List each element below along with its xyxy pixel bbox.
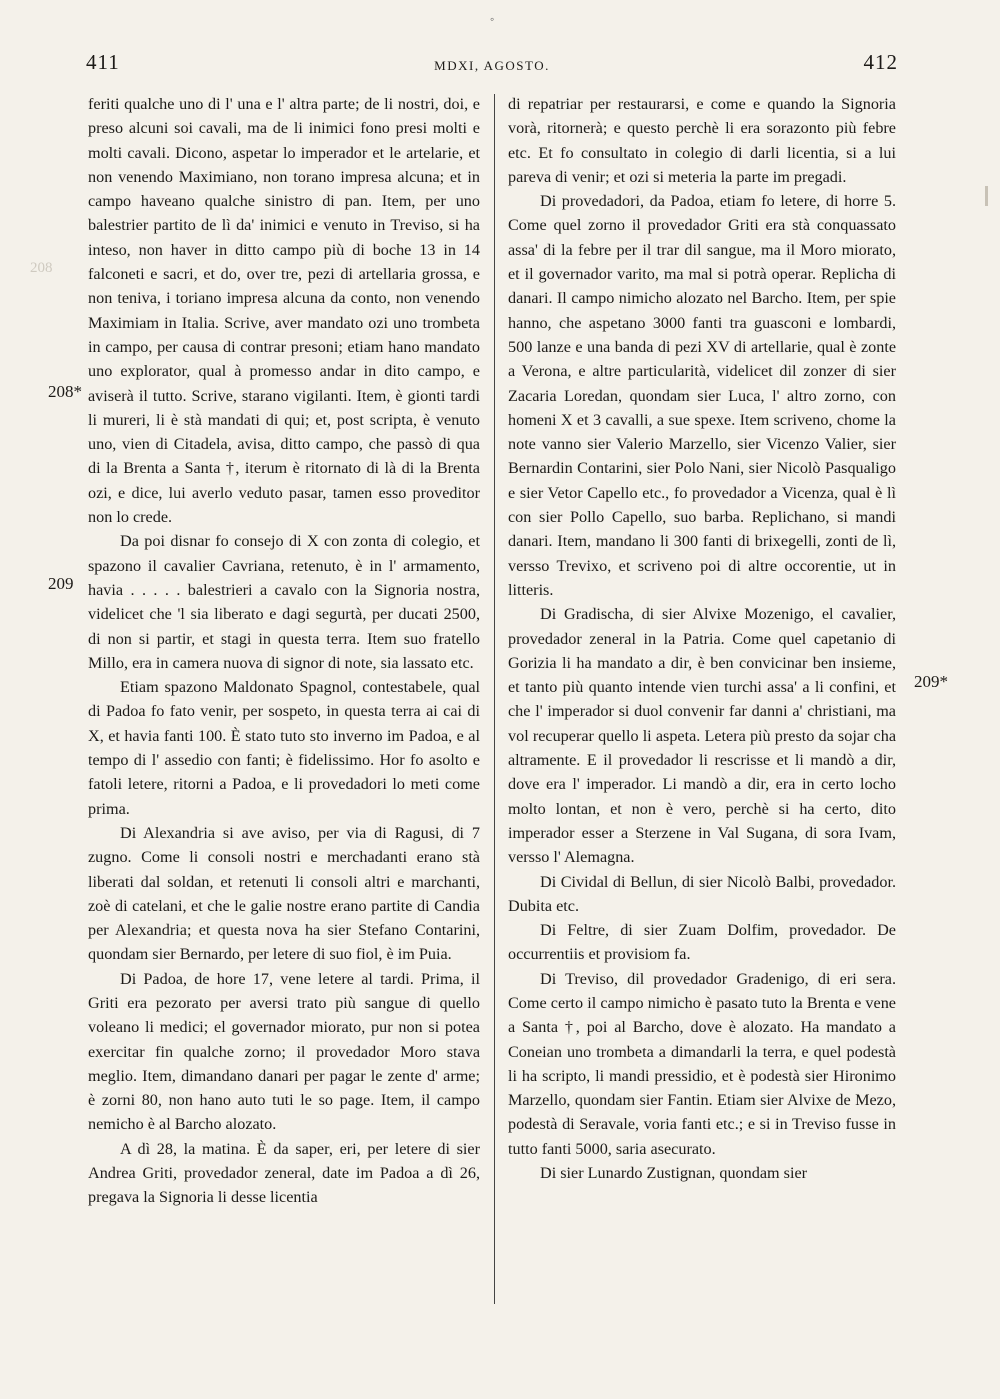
paragraph: di repatriar per restaurarsi, e come e quando la Signoria vorà, ritornerà; e questo perchè li era sorazonto più febre etc. Et fo consultato in colegio di darli licentia, si a lui pareva di venir; et ozi si meteria la parte im pregadi. bbox=[508, 95, 896, 186]
bleed-through-mark: 208 bbox=[30, 260, 53, 276]
paragraph: Di Cividal di Bellun, di sier Nicolò Balbi, provedador. Dubita etc. bbox=[508, 872, 896, 915]
paragraph: Di Gradischa, di sier Alvixe Mozenigo, el cavalier, provedador zeneral in la Patria. Come quel capetanio di Gorizia li ha mandato a dir, è ben convicinar ben insieme, et tanto più quanto intende vien turchi assa' a li confini, et che l' imperador si duol convenir far danni a' christiani, ma vol recuperar quello li aspeta. Letera più presto da sojar cha altramente. E il provedador li rescrisse et li mandò a dir, dove era l' imperador. Li mandò a dir, era in certo locho molto lontan, et non è vero, perchè si ha certo, dito imperador esser a Sterzene in Val Sugana, di sora Ivam, versso l' Alemagna. bbox=[508, 605, 896, 867]
margin-note-left-b: 209 bbox=[48, 574, 74, 593]
paragraph: Di Treviso, dil provedador Gradenigo, di eri sera. Come certo il campo nimicho è pasato tuto la Brenta e vene a Santa †, poi al Barcho, dove è alozato. Ha mandato a Coneian uno trombeta a dimandarli la terra, e quel podestà li ha scripto, li mandi pressidio, et è podestà sier Hironimo Marzello, quondam sier Fantin. Etiam sier Alvixe de Mezo, podestà di Seravale, voria fanti etc.; e si in Treviso fusse in tutto fanti 5000, saria asecurato. bbox=[508, 969, 896, 1158]
left-column bbox=[88, 92, 480, 1372]
paragraph: Di Alexandria si ave aviso, per via di Ragusi, di 7 zugno. Come li consoli nostri e merchadanti erano stà liberati dal soldan, et retenuti li consoli altri e marchanti, zoè di catelani, et che le galie nostre erano partite di Candia per Alexandria; et questa nova ha sier Stefano Contarini, quondam sier Bernardo, per letere di suo fiol, è im Puia. bbox=[88, 823, 480, 964]
paragraph: Etiam spazono Maldonato Spagnol, contestabele, qual di Padoa fo fato venir, per sospeto, in questa terra ai cai di X, et havia fanti 100. È stato tuto sto inverno im Padoa, e al tempo di l' assedio con fanti; è fidelissimo. Hor fo asolto e fatoli letere, ritorni a Padoa, e li provedadori lo meti come prima. bbox=[88, 678, 480, 818]
paragraph: Di provedadori, da Padoa, etiam fo letere, di horre 5. Come quel zorno il provedador Griti era stà conquassato assa' di la febre per il trar dil sangue, ma il Moro miorato, et il governador varito, ma mal si potrà operar. Replicha di danari. Il campo nimicho alozato nel Barcho. Item, per spie hanno, che aspetano 3000 fanti tra guasconi e lombardi, 500 lanze e una banda di pezi XV di artellarie, qual è zonte a Verona, e altre particularità, videlicet dil zonzer di sier Zacaria Loredan, quondam sier Luca, l' altro zorno, con homeni X et 3 cavalli, a sue spexe. Item scriveno, chome la note vanno sier Valerio Marzello, sier Vicenzo Valier, sier Bernardin Contarini, sier Polo Nani, sier Nicolò Pasqualigo e sier Vetor Capello etc., fo provedador a Vicenza, qual è lì con sier Pollo Capello, suo barba. Replichano, si mandi danari. Item, mandano li 300 fanti di brixegelli, zonti de lì, versso Trevixo, et scriveno poi di altre occorentie, ut in litteris. bbox=[508, 192, 896, 599]
column-rule bbox=[494, 94, 495, 1304]
margin-note-right-a: 209* bbox=[914, 672, 948, 691]
paragraph: Di Feltre, di sier Zuam Dolfim, provedador. De occurrentiis et provisiom fa. bbox=[508, 921, 896, 964]
page-number-left: 411 bbox=[86, 50, 120, 74]
running-title: MDXI, AGOSTO. bbox=[434, 58, 550, 73]
page-number-right: 412 bbox=[863, 50, 898, 74]
margin-note-left-a: 208* bbox=[48, 382, 82, 401]
paragraph: Da poi disnar fo consejo di X con zonta di colegio, et spazono il cavalier Cavriana, retenuto, è in l' armamento, havia . . . . . balestrieri a cavalo con la Signoria nostra, videlicet che 'l sia liberato e dagi segurtà, per ducati 2500, di non si partir, et stagi in questa terra. Item suo fratello Millo, era in camera nuova di signor di note, sia lassato etc. bbox=[88, 532, 480, 672]
paragraph: Di sier Lunardo Zustignan, quondam sier bbox=[540, 1164, 808, 1183]
paragraph: Di Padoa, de hore 17, vene letere al tardi. Prima, il Griti era pezorato per aversi trato più sangue di quello voleano li medici; el governador miorato, pur non si potea exercitar fin qualche zorno; il provedador Moro stava meglio. Item, dimandano danari per pagar le zente d' arme; è zorni 80, non hano auto tuti le so page. Item, il campo nemicho è al Barcho alozato. bbox=[88, 969, 480, 1134]
right-column bbox=[508, 92, 896, 1372]
paragraph: A dì 28, la matina. È da saper, eri, per letere di sier Andrea Griti, provedador zeneral, date im Padoa a dì 26, pregava la Signoria li desse licentia bbox=[88, 1139, 480, 1207]
paragraph: feriti qualche uno di l' una e l' altra parte; de li nostri, doi, e preso alcuni soi cavali, ma de li inimici fono presi molti e molti cavali. Dicono, aspetar lo imperador et le artelarie, et non venendo Maximiano, non torano impresa alcuna; et in campo haveano qualche sinistro di pan. Item, per uno balestrier partito de lì da' inimici e venuto in Treviso, si ha inteso, non haver in ditto campo più di boche 13 in 14 falconeti e sacri, et do, over tre, pezi di artellaria grossa, e non teniva, i toriano impresa alcuna da conto, non venendo Maximiam in Italia. Scrive, aver mandato ozi uno trombeta in campo, per causa di contrar presoni; etiam hano mandato uno explorator, qual à promesso andar in dito campo, e aviserà il tutto. Scrive, starano vigilanti. Item, è gionti tardi li mureri, li è stà mandati di qui; et, post scripta, è venuto uno, vien di Citadela, avisa, ditto campo, che passò di qua di la Brenta a Santa †, iterum è ritornato di là di la Brenta ozi, e dice, lui averlo veduto pasar, tamen esso proveditor non lo crede. bbox=[88, 95, 480, 527]
running-header bbox=[86, 50, 898, 80]
edge-shadow bbox=[985, 186, 988, 206]
printer-mark: ◦ bbox=[490, 12, 495, 26]
